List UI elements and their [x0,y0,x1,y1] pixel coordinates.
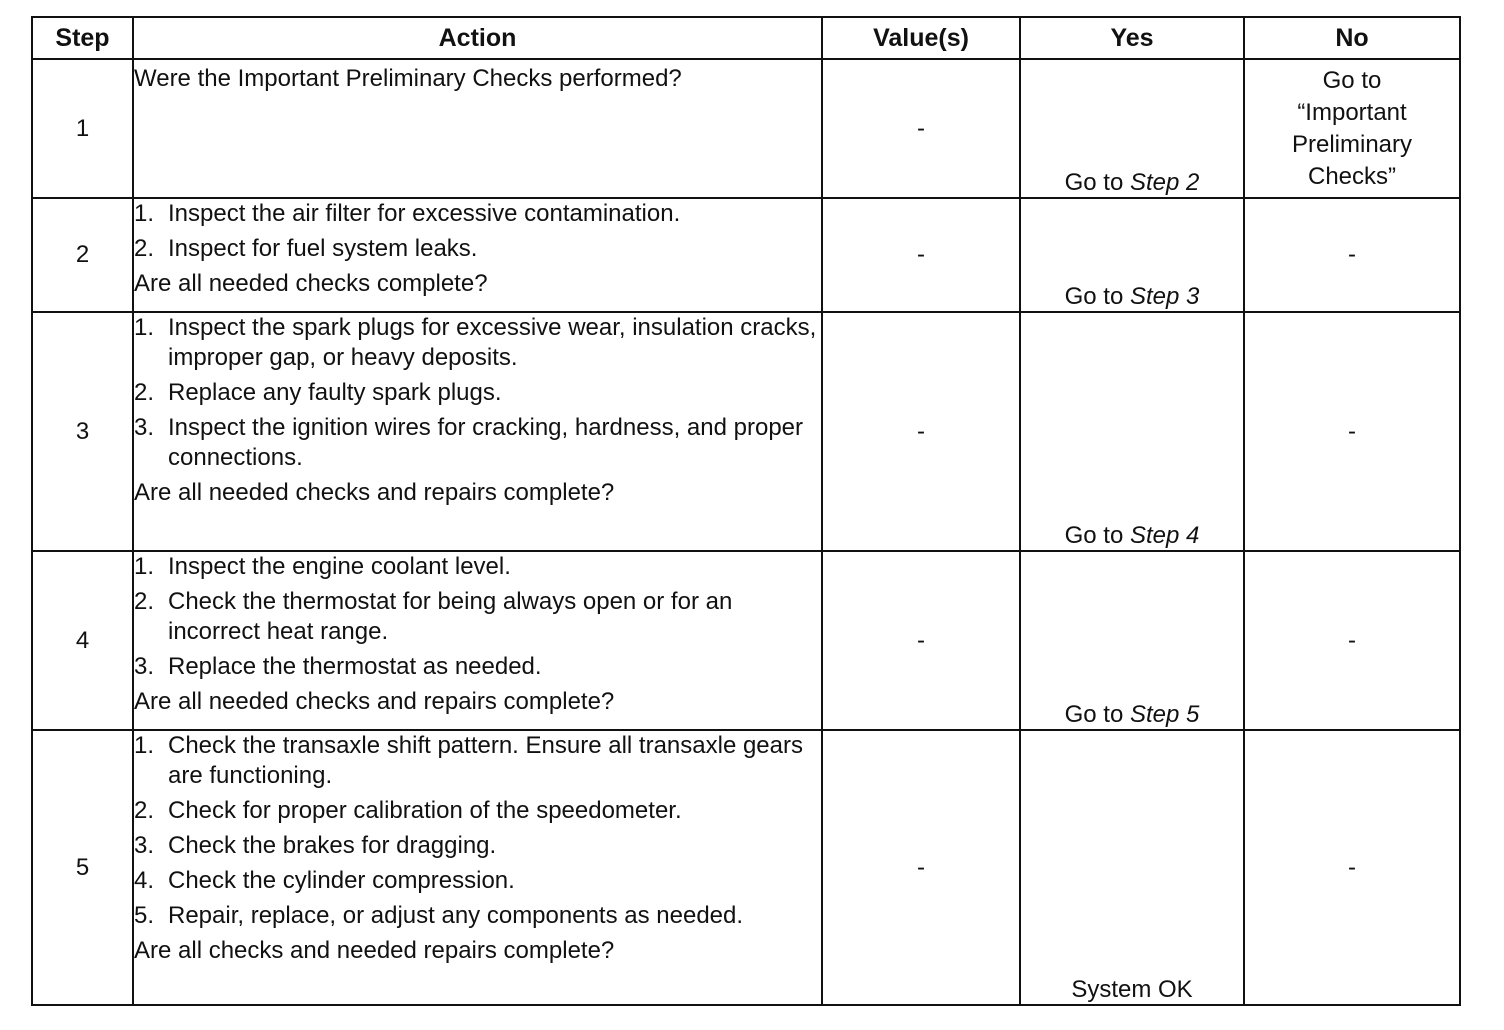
diagnostic-table [31,16,1461,1006]
yes-step-link: Step 3 [1129,283,1200,310]
item-number: 2. [134,797,155,824]
step-number: 1 [32,59,133,198]
yes-step-link: Step 5 [1129,701,1200,728]
action-cell [133,198,822,312]
no-line: “Important [1297,98,1407,126]
item-number: 2. [134,235,155,262]
action-item [134,552,821,582]
action-question: Are all needed checks and repairs complete? [134,479,615,506]
item-text: Check the thermostat for being always open or for an incorrect heat range. [168,588,733,645]
item-number: 3. [134,653,155,680]
yes-prefix: Go to [1064,283,1124,310]
header-row [32,17,1460,59]
item-number: 1. [134,200,155,227]
item-text: Inspect the air filter for excessive contamination. [168,200,681,227]
item-text: Check for proper calibration of the speedometer. [168,797,682,824]
yes-cell [1020,59,1244,198]
item-number: 2. [134,379,155,406]
yes-prefix: Go to [1064,522,1124,549]
item-number: 3. [134,832,155,859]
item-number: 1. [134,314,155,341]
no-cell: - [1244,312,1460,551]
action-cell [133,59,822,198]
action-item [134,796,821,826]
no-line: Go to [1322,66,1382,94]
action-question: Are all checks and needed repairs complete? [134,937,615,964]
action-item [134,831,821,861]
yes-cell [1020,551,1244,730]
no-cell: - [1244,198,1460,312]
table-row-step-3 [32,312,1460,551]
yes-prefix: Go to [1064,169,1124,196]
item-text: Replace any faulty spark plugs. [168,379,502,406]
value-cell: - [822,730,1020,1005]
item-number: 3. [134,414,155,441]
item-text: Inspect the ignition wires for cracking, hardness, and proper connections. [168,414,804,471]
item-number: 4. [134,867,155,894]
table-row-step-4 [32,551,1460,730]
action-item [134,234,821,264]
item-number: 2. [134,588,155,615]
header-values: Value(s) [822,17,1020,59]
table-row-step-5 [32,730,1460,1005]
action-cell [133,730,822,1005]
no-cell [1244,59,1460,198]
action-item [134,866,821,896]
step-number: 4 [32,551,133,730]
item-number: 5. [134,902,155,929]
step-number: 5 [32,730,133,1005]
table-row-step-1 [32,59,1460,198]
action-question: Are all needed checks complete? [134,270,488,297]
action-question: Are all needed checks and repairs complete? [134,688,615,715]
value-cell: - [822,198,1020,312]
action-item [134,413,821,473]
header-yes: Yes [1020,17,1244,59]
item-number: 1. [134,732,155,759]
item-text: Inspect for fuel system leaks. [168,235,478,262]
value-cell: - [822,312,1020,551]
action-item [134,731,821,791]
action-item [134,587,821,647]
no-line: Checks” [1307,162,1397,190]
no-cell: - [1244,551,1460,730]
yes-cell [1020,312,1244,551]
action-item [134,652,821,682]
item-text: Inspect the engine coolant level. [168,553,511,580]
item-text: Check the brakes for dragging. [168,832,497,859]
action-cell [133,551,822,730]
item-text: Check the transaxle shift pattern. Ensure all transaxle gears are functioning. [168,732,803,789]
item-number: 1. [134,553,155,580]
table-row-step-2 [32,198,1460,312]
yes-step-link: Step 4 [1129,522,1200,549]
yes-prefix: Go to [1064,701,1124,728]
header-step: Step [32,17,133,59]
no-line: Preliminary [1291,130,1413,158]
action-item [134,199,821,229]
value-cell: - [822,59,1020,198]
item-text: Repair, replace, or adjust any components as needed. [168,902,744,929]
item-text: Inspect the spark plugs for excessive wear, insulation cracks, improper gap, or heavy deposits. [168,314,817,371]
yes-cell: System OK [1020,730,1244,1005]
action-cell [133,312,822,551]
item-text: Replace the thermostat as needed. [168,653,542,680]
step-number: 3 [32,312,133,551]
header-no: No [1244,17,1460,59]
item-text: Check the cylinder compression. [168,867,515,894]
yes-step-link: Step 2 [1129,169,1200,196]
value-cell: - [822,551,1020,730]
action-question: Were the Important Preliminary Checks performed? [134,65,682,92]
no-cell: - [1244,730,1460,1005]
yes-cell [1020,198,1244,312]
step-number: 2 [32,198,133,312]
action-item [134,901,821,931]
header-action: Action [133,17,822,59]
action-item [134,378,821,408]
action-item [134,313,821,373]
